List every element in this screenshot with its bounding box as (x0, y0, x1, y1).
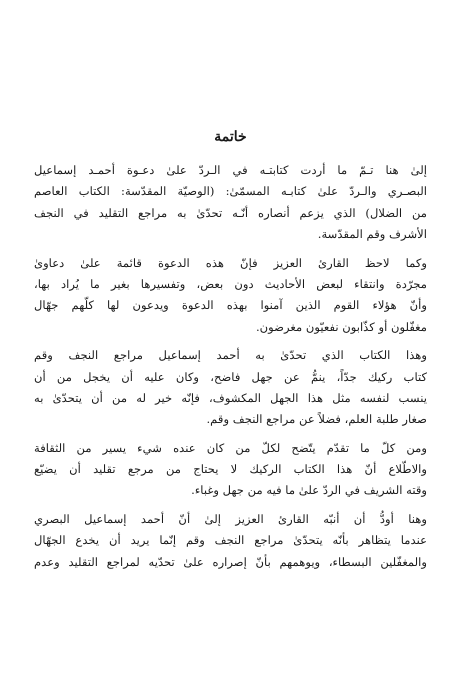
text-line: عندما يتظاهر بأنّه يتحدّىٰ مراجع النجف وقم إنّما يريد أن يخدع الجهّال (34, 533, 427, 548)
text-line: إلىٰ هنا تـمّ ما أردت كتابتـه في الـردّ علىٰ دعـوة أحمـد إسماعيل (34, 163, 427, 177)
text-line: مغفّلون أو كذّابون نفعيّون مغرضون. (255, 319, 427, 334)
text-line: البصـري والـردّ علىٰ كتابـه المسمّىٰ: (الوصيّة المقدّسة: الكتاب العاصم (34, 184, 427, 199)
text-line: كتاب ركيك جدّاً، ينمُّ عن جهل فاضح، وكان عليه أن يخجل من أن (34, 369, 427, 384)
text-line: من الضلال) الذي يزعم أنصاره أنّـه تحدّىٰ به مراجع التقليد في النجف (34, 205, 427, 220)
text-line: وقته الشريف في الردّ علىٰ ما فيه من جهل وغباء. (191, 483, 427, 498)
paragraph (34, 345, 427, 431)
page-title: خاتمة (214, 129, 247, 145)
text-line: ينسب لنفسه مثل هذا الجهل المكشوف، فإنّه خير له من أن يتحدّىٰ به (34, 390, 427, 405)
text-line: وكما لاحظ القارئ العزيز فإنّ هذه الدعوة قائمة علىٰ دعاوىٰ (34, 255, 427, 270)
text-line: الأشرف وقم المقدّسة. (317, 227, 427, 242)
text-line: مجرّدة وانتقاء لبعض الأحاديث دون بعض، وتفسيرها بغير ما يُراد بها، (34, 276, 427, 291)
text-line: وأنّ هؤلاء القوم الذين آمنوا بهذه الدعوة ويدعون لها كلّهم جهّال (34, 298, 427, 313)
document-body (34, 160, 427, 573)
text-line: والمغفّلين البسطاء، ويوهمهم بأنّ إصراره علىٰ تحدّيه لمراجع التقليد وعدم (34, 554, 427, 569)
paragraph (34, 509, 427, 573)
paragraph (34, 160, 427, 246)
text-line: ومن كلّ ما تقدّم يتّضح لكلّ من كان عنده شيء يسير من الثقافة (34, 440, 427, 455)
text-line: والاطّلاع أنّ هذا الكتاب الركيك لا يحتاج من مرجع تقليد أن يضيّع (34, 462, 427, 477)
text-line: صغار طلبة العلم، فضلاً عن مراجع النجف وقم. (206, 412, 427, 427)
text-line: وهذا الكتاب الذي تحدّىٰ به أحمد إسماعيل مراجع النجف وقم (34, 348, 427, 363)
paragraph (34, 438, 427, 502)
paragraph (34, 253, 427, 339)
text-line: وهنا أودُّ أن أنبّه القارئ العزيز إلىٰ أنّ أحمد إسماعيل البصري (34, 511, 427, 526)
